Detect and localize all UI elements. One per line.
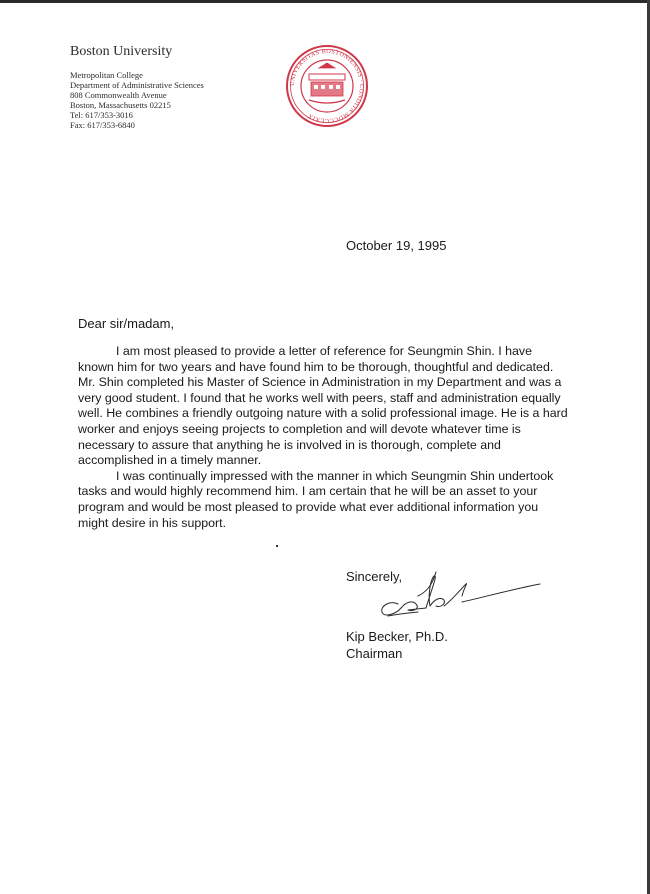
closing: Sincerely,	[346, 569, 403, 584]
seal-emblem	[309, 63, 345, 103]
salutation: Dear sir/madam,	[78, 316, 175, 331]
university-seal-icon	[285, 44, 369, 128]
telephone: Tel: 617/353-3016	[70, 110, 133, 120]
organization-name: Boston University	[70, 44, 173, 59]
body-paragraph: I was continually impressed with the manner in which Seungmin Shin undertook tasks and would highly recommend him. I am certain that he will be an asset to your program and would be most pleased to provide what ever additional information you might desire in his support.	[78, 468, 554, 530]
department-name: Department of Administrative Sciences	[70, 80, 204, 90]
letterhead	[70, 44, 204, 130]
signer-name: Kip Becker, Ph.D.	[346, 629, 448, 644]
seal-text: UNIVERSITAS BOSTONIENSIS · CONDITA MDCCCLXIX	[288, 47, 366, 125]
street-address: 808 Commonwealth Avenue	[70, 90, 167, 100]
department-college: Metropolitan College	[70, 70, 143, 80]
city-state-zip: Boston, Massachusetts 02215	[70, 100, 171, 110]
scan-speck	[276, 545, 278, 547]
letter-body	[78, 344, 568, 531]
signature-image	[368, 566, 543, 626]
scan-border-top	[0, 0, 650, 3]
fax: Fax: 617/353-6840	[70, 120, 135, 130]
body-paragraph: I am most pleased to provide a letter of reference for Seungmin Shin. I have known him for two years and have found him to be thorough, thoughtful and dedicated. Mr. Shin completed his Master of Science in Administration in my Department and was a very good student. I found that he works well with peers, staff and administration equally well. He combines a friendly outgoing nature with a solid professional image. He is a hard worker and enjoys seeing projects to completion and will devote whatever time is necessary to assure that anything he is involved in is thorough, complete and accomplished in a timely manner.	[78, 344, 568, 468]
signer-title: Chairman	[346, 646, 403, 661]
letter-date: October 19, 1995	[346, 238, 447, 253]
